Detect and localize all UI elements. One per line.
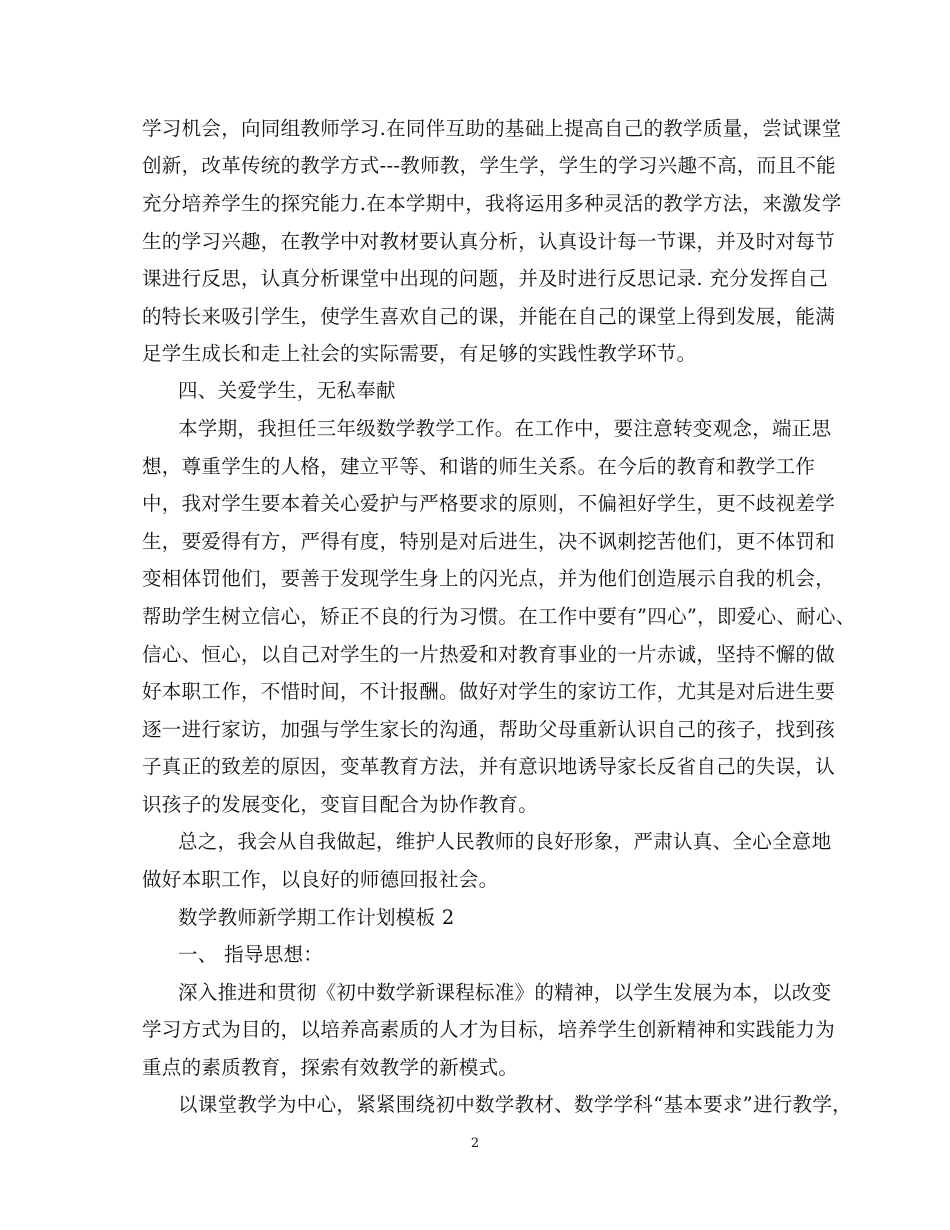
text-line: 中，我对学生要本着关心爱护与严格要求的原则，不偏袒好学生，更不歧视差学 xyxy=(142,492,836,515)
text-line: 以课堂教学为中心，紧紧围绕初中数学教材、数学学科“基本要求”进行教学， xyxy=(178,1093,852,1116)
text-line: 帮助学生树立信心，矫正不良的行为习惯。在工作中要有”四心”，即爱心、耐心、 xyxy=(142,605,856,628)
text-line: 充分培养学生的探究能力.在本学期中，我将运用多种灵活的教学方法，来激发学 xyxy=(142,192,842,215)
text-line: 的特长来吸引学生，使学生喜欢自己的课，并能在自己的课堂上得到发展，能满 xyxy=(142,305,836,328)
section-title: 数学教师新学期工作计划模板 2 xyxy=(178,906,455,929)
text-line: 创新，改革传统的教学方式---教师教，学生学，学生的学习兴趣不高，而且不能 xyxy=(142,154,836,177)
text-line: 本学期，我担任三年级数学教学工作。在工作中，要注意转变观念，端正思 xyxy=(178,417,832,440)
text-line: 课进行反思，认真分析课堂中出现的问题，并及时进行反思记录. 充分发挥自己 xyxy=(142,267,829,290)
section-heading: 一、 指导思想： xyxy=(178,943,324,966)
text-line: 变相体罚他们，要善于发现学生身上的闪光点，并为他们创造展示自我的机会， xyxy=(142,567,836,590)
text-line: 重点的素质教育，探索有效教学的新模式。 xyxy=(142,1056,519,1079)
text-line: 深入推进和贯彻《初中数学新课程标准》的精神，以学生发展为本，以改变 xyxy=(178,981,832,1004)
text-line: 想，尊重学生的人格，建立平等、和谐的师生关系。在今后的教育和教学工作 xyxy=(142,455,816,478)
text-line: 好本职工作，不惜时间，不计报酬。做好对学生的家访工作，尤其是对后进生要 xyxy=(142,680,836,703)
text-line: 信心、恒心，以自己对学生的一片热爱和对教育事业的一片赤诚，坚持不懈的做 xyxy=(142,643,836,666)
text-line: 生的学习兴趣，在教学中对教材要认真分析，认真设计每一节课，并及时对每节 xyxy=(142,230,836,253)
text-line: 识孩子的发展变化，变盲目配合为协作教育。 xyxy=(142,793,539,816)
text-line: 子真正的致差的原因，变革教育方法，并有意识地诱导家长反省自己的失误，认 xyxy=(142,755,836,778)
text-line: 生，要爱得有方，严得有度，特别是对后进生，决不讽刺挖苦他们，更不体罚和 xyxy=(142,530,836,553)
text-line: 逐一进行家访，加强与学生家长的沟通，帮助父母重新认识自己的孩子，找到孩 xyxy=(142,718,836,741)
section-heading: 四、关爱学生，无私奉献 xyxy=(178,379,396,402)
text-line: 学习机会，向同组教师学习.在同伴互助的基础上提高自己的教学质量，尝试课堂 xyxy=(142,117,842,140)
text-line: 足学生成长和走上社会的实际需要，有足够的实践性教学环节。 xyxy=(142,342,697,365)
text-line: 总之，我会从自我做起，维护人民教师的良好形象，严肃认真、全心全意地 xyxy=(178,830,832,853)
text-line: 学习方式为目的，以培养高素质的人才为目标，培养学生创新精神和实践能力为 xyxy=(142,1018,836,1041)
text-line: 做好本职工作，以良好的师德回报社会。 xyxy=(142,868,499,891)
page-number: 2 xyxy=(470,1136,480,1151)
